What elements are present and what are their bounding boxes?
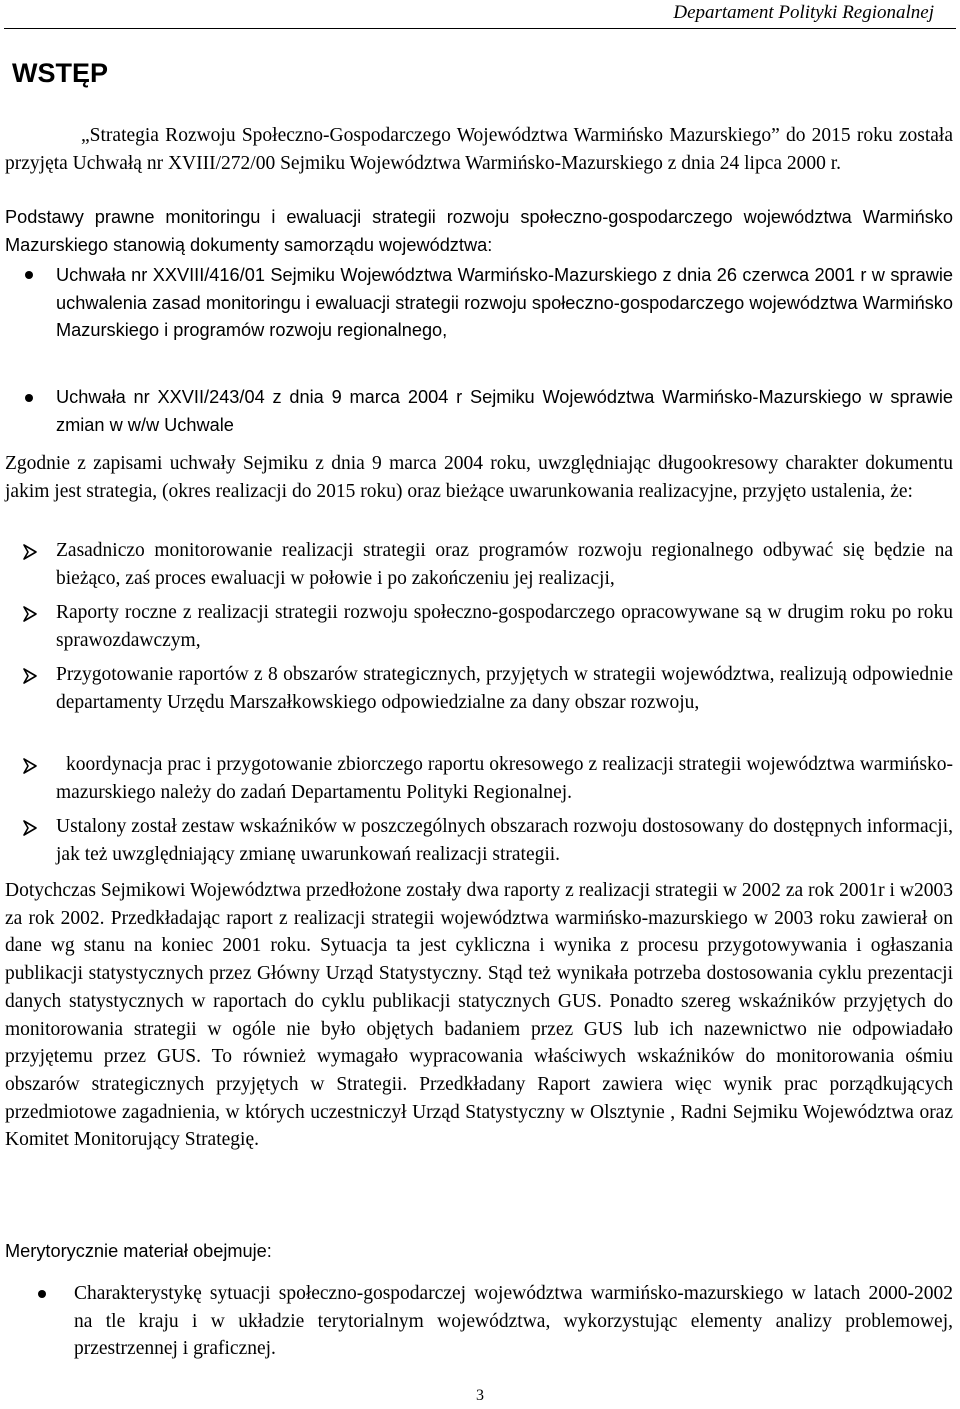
arrangement-item: Ustalony został zestaw wskaźników w poszczególnych obszarach rozwoju dostosowany do dostępnych informacji, jak też uwzględniający zmianę uwarunkowań realizacji strategii. xyxy=(56,816,953,865)
arrangement-item: Zasadniczo monitorowanie realizacji strategii oraz programów rozwoju regionalnego odbywać się będzie na bieżąco, zaś proces ewaluacji w połowie i po zakończeniu jej realizacji, xyxy=(56,540,953,589)
arrow-bullet-icon xyxy=(22,606,38,622)
header-rule xyxy=(4,28,956,29)
arrangement-item: Przygotowanie raportów z 8 obszarów strategicznych, przyjętych w strategii województwa, realizują odpowiednie departamenty Urzędu Marszałkowskiego odpowiedzialne za dany obszar rozwoju, xyxy=(56,664,953,713)
bullet-dot-icon xyxy=(25,271,33,279)
legal-document-item: Uchwała nr XXVIII/416/01 Sejmiku Województwa Warmińsko-Mazurskiego z dnia 26 czerwca 2001 r w sprawie uchwalenia zasad monitoringu i ewaluacji strategii rozwoju społeczno-gospodarczego województwa Warmińsko Mazurskiego i programów rozwoju regionalnego, xyxy=(56,265,953,341)
bullet-dot-icon xyxy=(38,1290,46,1298)
page-header: Departament Polityki Regionalnej xyxy=(673,2,934,23)
arrow-bullet-icon xyxy=(22,820,38,836)
resolution-intro-paragraph: Zgodnie z zapisami uchwały Sejmiku z dnia 9 marca 2004 roku, uwzględniając długookresowy charakter dokumentu jakim jest strategia, (okres realizacji do 2015 roku) oraz bieżące uwarunkowania realizacyjne, przyjęto ustalenia, że: xyxy=(5,453,953,502)
content-item: Charakterystykę sytuacji społeczno-gospodarczej województwa warmińsko-mazurskiego w latach 2000-2002 na tle kraju i w układzie terytorialnym województwa, wykorzystując elementy analizy problemowej, przestrzennej i graficznej. xyxy=(74,1283,953,1360)
intro-paragraph: „Strategia Rozwoju Społeczno-Gospodarczego Województwa Warmińsko Mazurskiego” do 2015 roku została przyjęta Uchwałą nr XVIII/272/00 Sejmiku Województwa Warmińsko-Mazurskiego z dnia 24 lipca 2000 r. xyxy=(5,125,953,174)
arrangement-item: Raporty roczne z realizacji strategii rozwoju społeczno-gospodarczego opracowywane są w drugim roku po roku sprawozdawczym, xyxy=(56,602,953,651)
legal-basis-paragraph: Podstawy prawne monitoringu i ewaluacji strategii rozwoju społeczno-gospodarczego województwa Warmińsko Mazurskiego stanowią dokumenty samorządu województwa: xyxy=(5,207,953,255)
arrow-bullet-icon xyxy=(22,668,38,684)
legal-document-item: Uchwała nr XXVII/243/04 z dnia 9 marca 2004 r Sejmiku Województwa Warmińsko-Mazurskiego w sprawie zmian w w/w Uchwale xyxy=(56,387,953,435)
main-paragraph: Dotychczas Sejmikowi Województwa przedłożone zostały dwa raporty z realizacji strategii w 2002 za rok 2001r i w2003 za rok 2002. Przedkładając raport z realizacji strategii województwa warmińsko-mazurskiego w 2003 roku zawierał on dane wg stanu na koniec 2001 roku. Sytuacja ta jest cykliczna i wynika z procesu przygotowywania i ogłaszania publikacji statystycznych przez Główny Urząd Statystyczny. Stąd też wynikała potrzeba dostosowania cyklu prezentacji danych statystycznych w raportach do cyklu publikacji statycznych GUS. Ponadto szereg wskaźników przyjętych do monitorowania strategii w ogóle nie było objętych badaniem przez GUS lub ich nazewnictwo nie odpowiadało przyjętemu przez GUS. To również wymagało wypracowania właściwych wskaźników do monitorowania ośmiu obszarów strategicznych przyjętych w Strategii. Przedkładany Raport zawiera więc wynik prac porządkujących przedmiotowe zagadnienia, w których uczestniczył Urząd Statystyczny w Olsztynie , Radni Sejmiku Województwa oraz Komitet Monitorujący Strategię. xyxy=(5,880,953,1151)
bullet-dot-icon xyxy=(25,394,33,402)
content-intro: Merytorycznie materiał obejmuje: xyxy=(5,1241,272,1261)
page-number: 3 xyxy=(476,1387,484,1404)
section-title: WSTĘP xyxy=(12,58,109,88)
arrow-bullet-icon xyxy=(22,758,38,774)
arrangement-item: koordynacja prac i przygotowanie zbiorczego raportu okresowego z realizacji strategii województwa warmińsko-mazurskiego należy do zadań Departamentu Polityki Regionalnej. xyxy=(56,754,953,803)
arrow-bullet-icon xyxy=(22,544,38,560)
